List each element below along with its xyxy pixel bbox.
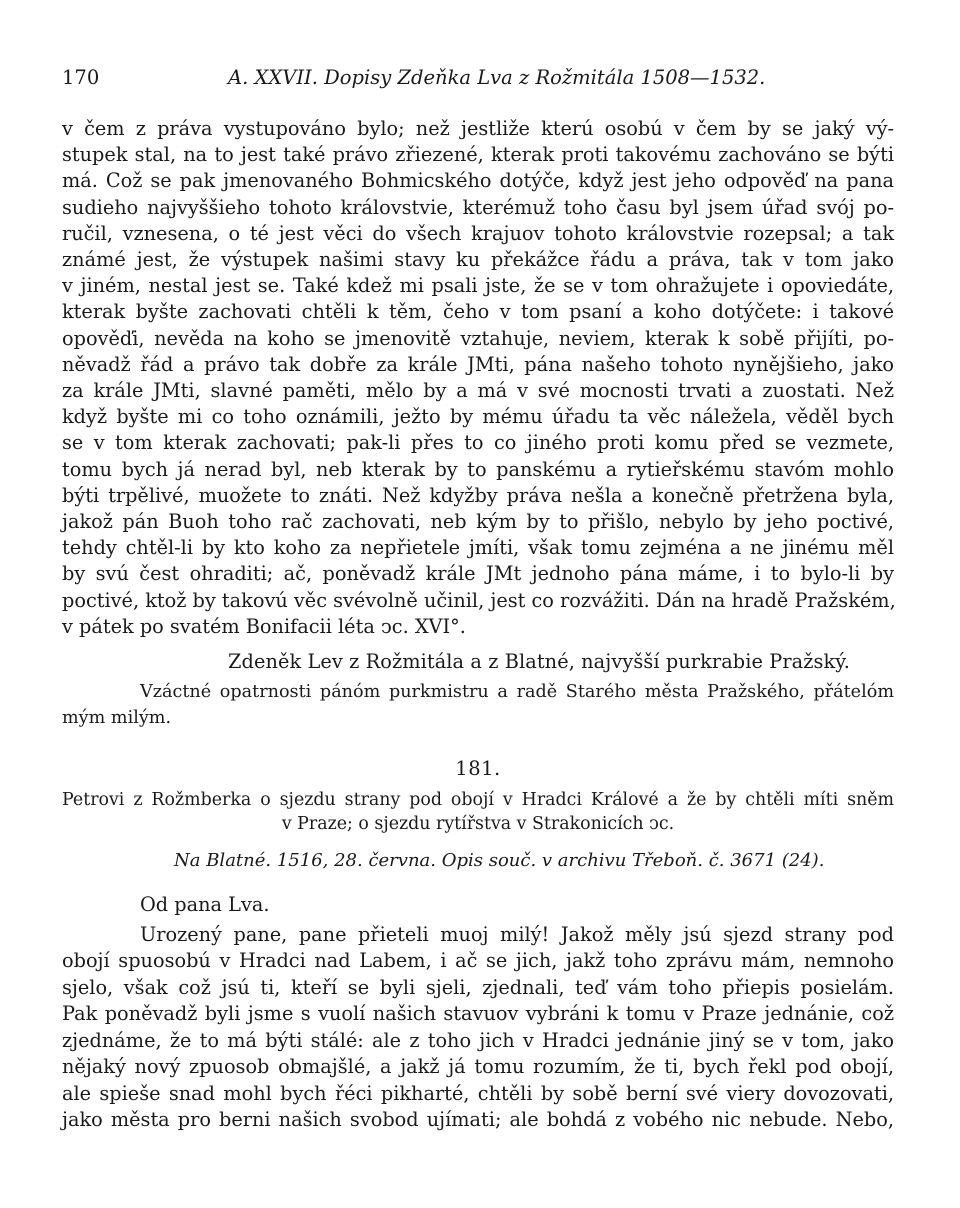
document-number: 181. bbox=[455, 757, 501, 781]
text-line: sjelo, však což jsú ti, kteří se byli sjeli, zjednali, teď vám toho přiepis posielám. bbox=[62, 975, 894, 999]
letter-address bbox=[62, 679, 894, 731]
continued-letter-text bbox=[62, 116, 894, 640]
page-number: 170 bbox=[62, 66, 100, 89]
page bbox=[62, 66, 894, 1133]
text-line: má. Což se pak jmenovaného Bohmicského dotýče, když jest jeho odpověď na pana bbox=[62, 169, 894, 193]
text-line: stupek stal, na to jest také právo zřiezené, kterak proti takovému zachováno se býti bbox=[62, 143, 894, 167]
text-line: nějaký nový zpuosob obmajšlé, a jakž já tomu rozumím, že ti, bych řekl pod obojí, bbox=[62, 1055, 894, 1079]
text-line: Urozený pane, pane přieteli muoj milý! Jakož měly jsú sjezd strany pod bbox=[140, 923, 894, 947]
text-line: něvadž řád a právo tak dobře za krále JMti, pána našeho tohoto nynějšieho, jako bbox=[62, 352, 894, 376]
text-line: v čem z práva vystupováno bylo; než jestliže kterú osobú v čem by se jaký vý- bbox=[62, 117, 894, 140]
running-title: A. XXVII. Dopisy Zdeňka Lva z Rožmitála 1508—1532. bbox=[228, 66, 766, 89]
text-line: Pak poněvadž byli jsme s vuolí našich stavuov vybráni k tomu v Praze jednánie, což bbox=[62, 1002, 894, 1026]
text-line: obojí spuosobú v Hradci nad Labem, i ač se jich, jakž toho zprávu mám, nemnoho bbox=[62, 949, 894, 973]
text-line: ručil, vznesena, o té jest věci do všech krajuov tohoto královstvie rozepsal; a tak bbox=[62, 221, 894, 245]
text-line: tomu bych já nerad byl, neb kterak by to panskému a rytieřskému stavóm mohlo bbox=[62, 457, 894, 481]
running-head bbox=[62, 66, 894, 100]
regest-line: Petrovi z Rožmberka o sjezdu strany pod obojí v Hradci Králové a že by chtěli míti sněm bbox=[62, 790, 894, 811]
text-line: kterak byšte zachovati chtěli k těm, čeho v tom psaní a koho dotýčete: i takové bbox=[62, 300, 894, 324]
text-line: býti trpělivé, muožete to znáti. Než kdyžby práva nešla a konečně přetržena byla, bbox=[62, 483, 894, 507]
address-line: Vzáctné opatrnosti pánóm purkmistru a radě Starého města Pražského, přátelóm bbox=[140, 682, 894, 703]
text-line: se v tom kterak zachovati; pak-li přes to co jiného proti komu před se vezmete, bbox=[62, 431, 894, 455]
text-line: v jiném, nestal jest se. Také kdež mi psali jste, že se v tom ohražujete i opoviedáte, bbox=[62, 274, 894, 298]
regest-line: v Praze; o sjezdu rytířstva v Strakonicích ↄc. bbox=[281, 814, 675, 835]
text-line: sudieho najvyššieho tohoto královstvie, kterémuž toho času byl jsem úřad svój po- bbox=[62, 195, 894, 219]
letter-signature: Zdeněk Lev z Rožmitála a z Blatné, najvyšší purkrabie Pražský. bbox=[228, 650, 850, 674]
text-line: známé jest, že výstupek našimi stavy ku překážce řádu a práva, tak v tom jako bbox=[62, 248, 894, 272]
source-note: Na Blatné. 1516, 28. června. Opis souč. v archivu Třeboň. č. 3671 (24). bbox=[174, 850, 825, 872]
text-line: poctivé, ktož by takovú věc svévolně učinil, jest co rozvážiti. Dán na hradě Pražském, bbox=[62, 588, 896, 612]
salutation: Od pana Lva. bbox=[140, 893, 270, 917]
text-line: za krále JMti, slavné paměti, mělo by a má v své mocnosti trvati a zuostati. Než bbox=[62, 379, 894, 403]
text-line: když byšte mi co toho oznámili, ježto by mému úřadu ta věc náležela, věděl bych bbox=[62, 405, 894, 429]
letter-text bbox=[62, 922, 894, 1133]
address-line: mým milým. bbox=[62, 708, 172, 729]
text-line: v pátek po svatém Bonifacii léta ↄc. XVI°. bbox=[62, 614, 466, 638]
text-line: by svú čest ohraditi; ač, poněvadž krále JMt jednoho pána máme, i to bylo-li by bbox=[62, 562, 894, 586]
document-regest bbox=[62, 788, 894, 836]
text-line: opověďi, nevěda na koho se jmenovitě vztahuje, neviem, kterak k sobě přijíti, po- bbox=[62, 326, 894, 350]
text-line: jako města pro berni našich svobod ujímati; ale bohdá z vobého nic nebude. Nebo, bbox=[62, 1107, 894, 1131]
text-line: jakož pán Buoh toho rač zachovati, neb kým by to přišlo, nebylo by jeho poctivé, bbox=[62, 510, 894, 534]
text-line: tehdy chtěl-li by kto koho za nepřietele jmíti, však tomu zejména a ne jinému měl bbox=[62, 536, 894, 560]
text-line: ale spieše snad mohl bych řéci pikharté, chtěli by sobě berní své viery dovozovati, bbox=[62, 1081, 894, 1105]
text-line: zjednáme, že to má býti stálé: ale z toho jich v Hradci jednánie jiný se v tom, jako bbox=[62, 1028, 894, 1052]
